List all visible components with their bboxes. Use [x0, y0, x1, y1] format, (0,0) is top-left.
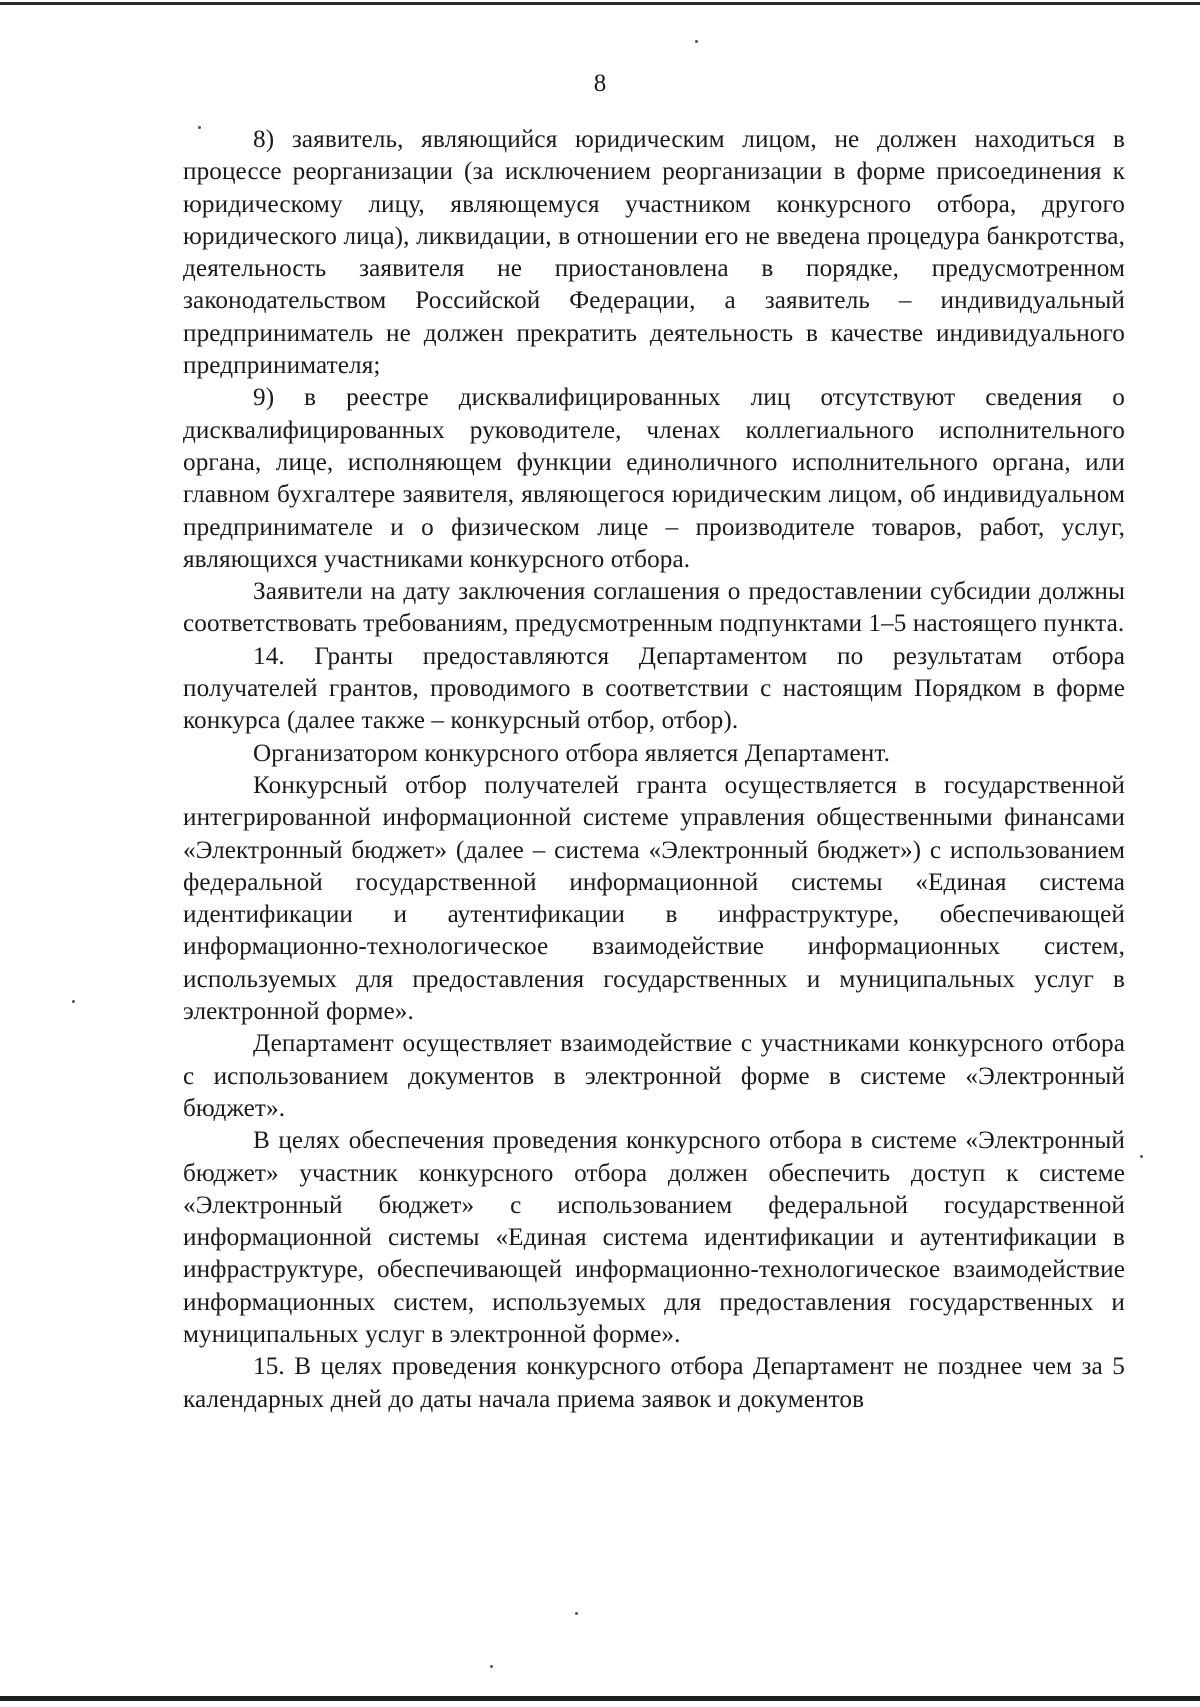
paragraph-selection-system: Конкурсный отбор получателей гранта осуществляется в государственной интегрированной информационной системе управления общественными финансами «Электронный бюджет» (далее – система «Электронный бюджет») с использованием федеральной государственной информационной системы «Единая система идентификации и аутентификации в инфраструктуре, обеспечивающей информационно-технологическое взаимодействие информационных систем, используемых для предоставления государственных и муниципальных услуг в электронной форме».: [183, 771, 1125, 1026]
scan-speck: [490, 1665, 493, 1668]
scan-edge-top: [0, 2, 1200, 5]
scan-speck: [695, 40, 698, 43]
scan-speck: [1140, 1155, 1143, 1158]
scan-speck: [575, 1612, 578, 1615]
scan-edge-bottom: [0, 1696, 1200, 1701]
paragraph-item-8: 8) заявитель, являющийся юридическим лицом, не должен находиться в процессе реорганизации (за исключением реорганизации в форме присоединения к юридическому лицу, являющемуся участником конкурсного отбора, другого юридического лица), ликвидации, в отношении его не введена процедура банкротства, деятельность заявителя не приостановлена в порядке, предусмотренном законодательством Российской Федерации, а заявитель – индивидуальный предприниматель не должен прекратить деятельность в качестве индивидуального предпринимателя;: [183, 126, 1125, 380]
paragraph-clause-14: 14. Гранты предоставляются Департаментом по результатам отбора получателей грантов, проводимого в соответствии с настоящим Порядком в форме конкурса (далее также – конкурсный отбор, отбор).: [183, 642, 1125, 735]
paragraph-applicants-requirements: Заявители на дату заключения соглашения о предоставлении субсидии должны соответствовать требованиям, предусмотренным подпунктами 1–5 настоящего пункта.: [183, 578, 1125, 638]
page-number: 8: [593, 70, 607, 97]
scan-speck: [198, 126, 201, 129]
paragraph-item-9: 9) в реестре дисквалифицированных лиц отсутствуют сведения о дисквалифицированных руководителе, членах коллегиального исполнительного органа, лице, исполняющем функции единоличного исполнительного органа, или главном бухгалтере заявителя, являющегося юридическим лицом, об индивидуальном предпринимателе и о физическом лице – производителе товаров, работ, услуг, являющихся участниками конкурсного отбора.: [183, 384, 1125, 573]
paragraph-interaction: Департамент осуществляет взаимодействие с участниками конкурсного отбора с использованием документов в электронной форме в системе «Электронный бюджет».: [183, 1030, 1125, 1122]
document-body: [183, 124, 1125, 1416]
paragraph-organizer: Организатором конкурсного отбора является Департамент.: [253, 739, 890, 767]
paragraph-clause-15: 15. В целях проведения конкурсного отбора Департамент не позднее чем за 5 календарных дней до даты начала приема заявок и документов: [183, 1353, 1125, 1413]
scan-speck: [72, 1000, 75, 1003]
paragraph-access: В целях обеспечения проведения конкурсного отбора в системе «Электронный бюджет» участник конкурсного отбора должен обеспечить доступ к системе «Электронный бюджет» с использованием федеральной государственной информационной системы «Единая система идентификации и аутентификации в инфраструктуре, обеспечивающей информационно-технологическое взаимодействие информационных систем, используемых для предоставления государственных и муниципальных услуг в электронной форме».: [183, 1127, 1125, 1348]
